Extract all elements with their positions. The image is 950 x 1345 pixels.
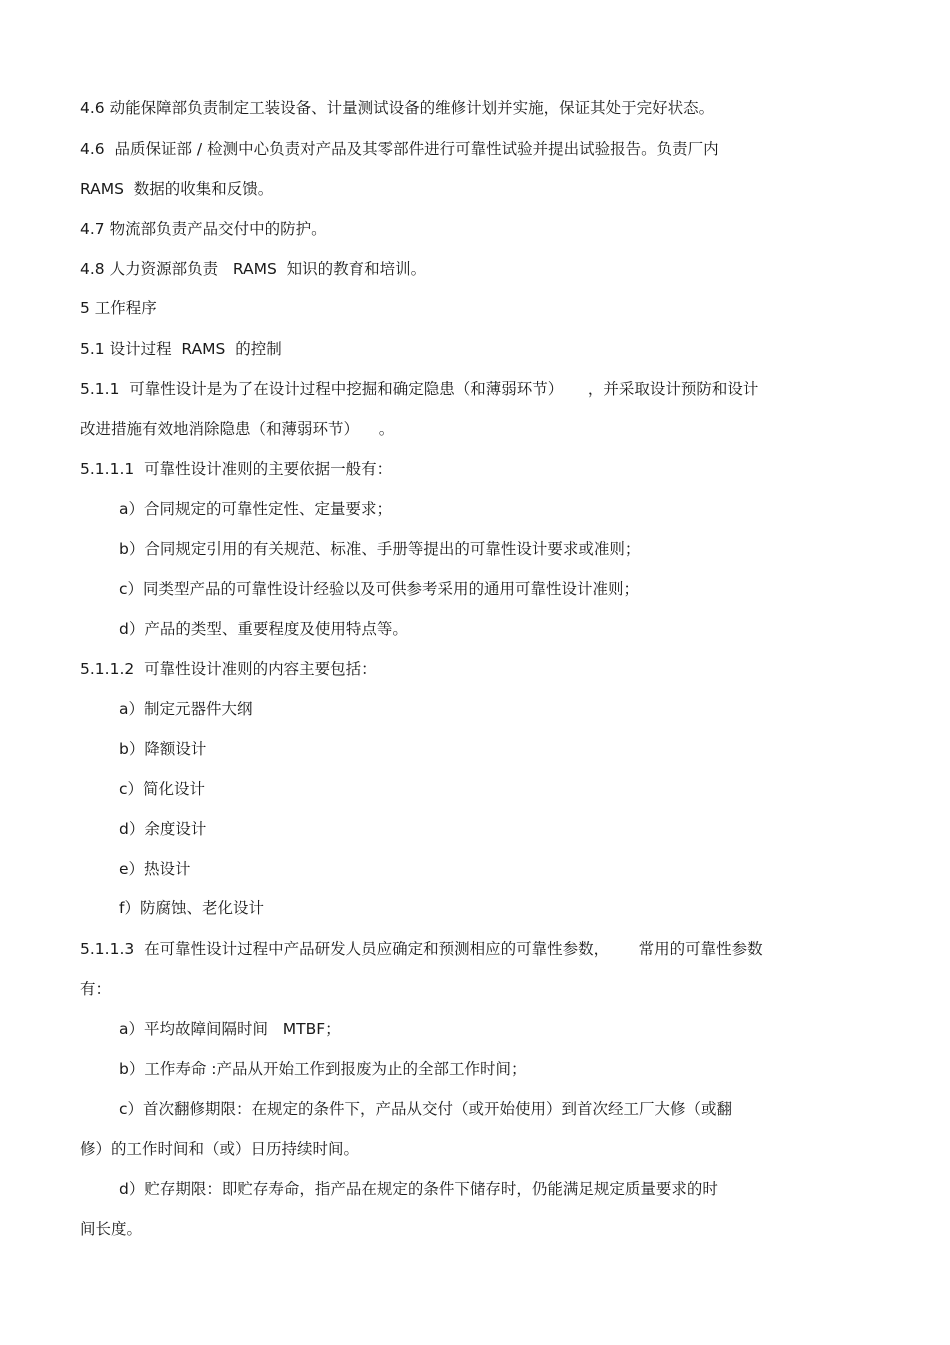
para-5-1-1-3-cont: 有： bbox=[80, 980, 112, 998]
para-4-7: 4.7 物流部负责产品交付中的防护。 bbox=[80, 220, 327, 238]
list-item: b）工作寿命 :产品从开始工作到报废为止的全部工作时间； bbox=[119, 1060, 527, 1078]
list-item: a）制定元器件大纲 bbox=[119, 700, 253, 718]
list-item: d）贮存期限：即贮存寿命，指产品在规定的条件下储存时，仍能满足规定质量要求的时 bbox=[119, 1180, 718, 1198]
heading-5-1: 5.1 设计过程 RAMS 的控制 bbox=[80, 340, 282, 358]
para-5-1-1-cont: 改进措施有效地消除隐患（和薄弱环节） 。 bbox=[80, 420, 395, 438]
list-item: a）平均故障间隔时间 MTBF； bbox=[119, 1020, 341, 1038]
para-4-6-quality-cont: RAMS 数据的收集和反馈。 bbox=[80, 180, 274, 198]
para-4-8: 4.8 人力资源部负责 RAMS 知识的教育和培训。 bbox=[80, 260, 427, 278]
para-5-1-1: 5.1.1 可靠性设计是为了在设计过程中挖掘和确定隐患（和薄弱环节） ，并采取设计预防和设计 bbox=[80, 380, 759, 398]
list-item: a）合同规定的可靠性定性、定量要求； bbox=[119, 500, 392, 518]
list-item: c）同类型产品的可靠性设计经验以及可供参考采用的通用可靠性设计准则； bbox=[119, 580, 640, 598]
para-4-6-energy: 4.6 动能保障部负责制定工装设备、计量测试设备的维修计划并实施，保证其处于完好状态。 bbox=[80, 99, 715, 117]
list-item: c）首次翻修期限：在规定的条件下，产品从交付（或开始使用）到首次经工厂大修（或翻 bbox=[119, 1100, 733, 1118]
list-item: d）产品的类型、重要程度及使用特点等。 bbox=[119, 620, 408, 638]
list-item: b）降额设计 bbox=[119, 740, 207, 758]
list-item-cont: 间长度。 bbox=[80, 1220, 143, 1238]
list-item: c）简化设计 bbox=[119, 780, 206, 798]
para-5-1-1-1: 5.1.1.1 可靠性设计准则的主要依据一般有： bbox=[80, 460, 393, 478]
list-item: e）热设计 bbox=[119, 860, 191, 878]
list-item-cont: 修）的工作时间和（或）日历持续时间。 bbox=[80, 1140, 360, 1158]
para-5-1-1-2: 5.1.1.2 可靠性设计准则的内容主要包括： bbox=[80, 660, 377, 678]
para-4-6-quality: 4.6 品质保证部 / 检测中心负责对产品及其零部件进行可靠性试验并提出试验报告。负责厂内 bbox=[80, 140, 719, 158]
para-5-1-1-3: 5.1.1.3 在可靠性设计过程中产品研发人员应确定和预测相应的可靠性参数， 常用的可靠性参数 bbox=[80, 940, 763, 958]
heading-5: 5 工作程序 bbox=[80, 299, 157, 317]
list-item: d）余度设计 bbox=[119, 820, 207, 838]
list-item: b）合同规定引用的有关规范、标准、手册等提出的可靠性设计要求或准则； bbox=[119, 540, 641, 558]
list-item: f）防腐蚀、老化设计 bbox=[119, 899, 264, 917]
